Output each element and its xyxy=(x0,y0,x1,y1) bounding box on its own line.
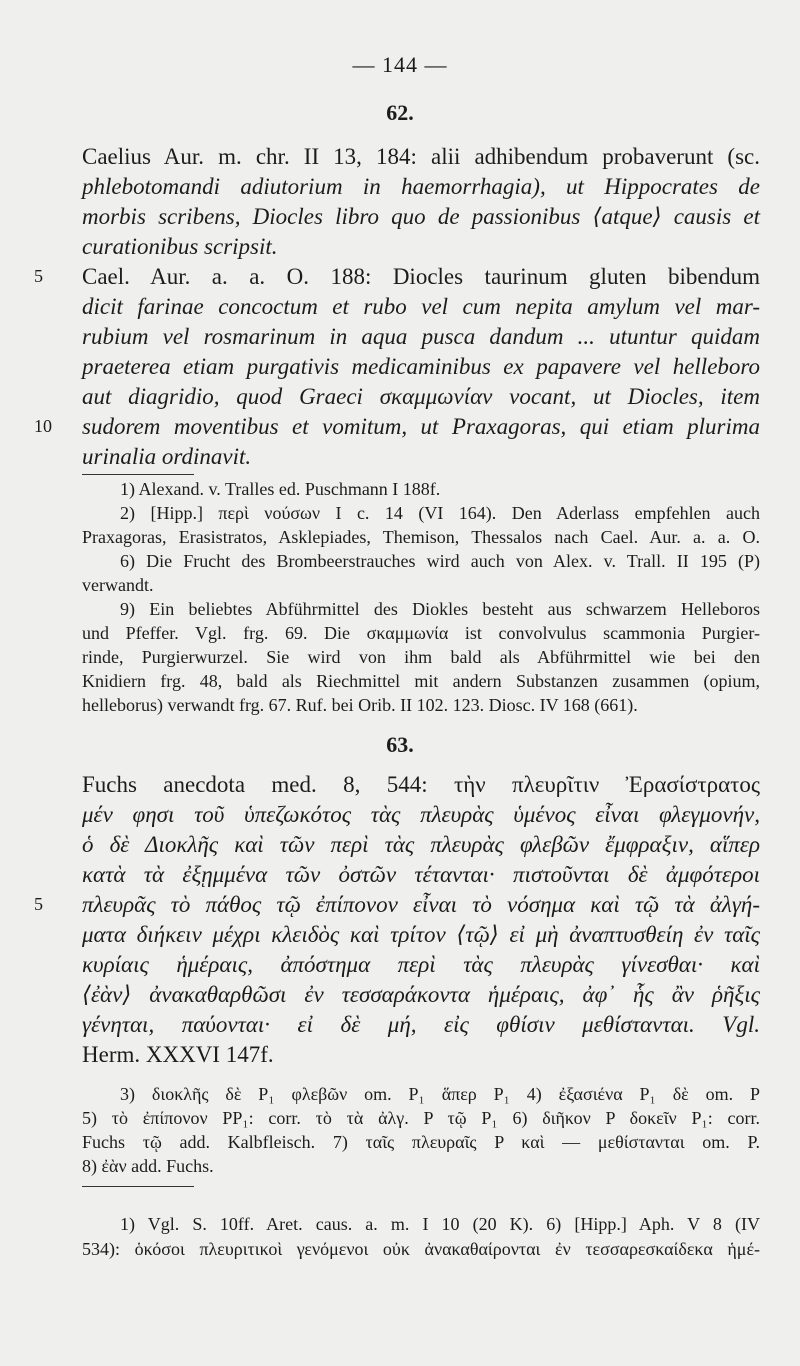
line-number: 10 xyxy=(34,416,52,436)
text-line: κυρίαις ἡμέραις, ἀπόστημα περὶ τὰς πλευρὰς γίνεσθαι· καὶ xyxy=(82,952,760,977)
text-line: praeterea etiam purgativis medicaminibus ex papavere vel helleboro xyxy=(82,354,760,379)
footnote: 9) Ein beliebtes Abführmittel des Diokles besteht aus schwarzem Helleboros xyxy=(120,599,760,619)
text-line: rubium vel rosmarinum in aqua pusca dandum ... utuntur quidam xyxy=(82,324,760,349)
apparatus-line: 5) τὸ ἐπίπονον PP₁: corr. τὸ τὰ ἀλγ. P τῷ P₁ 6) διῆκον P δοκεῖν P₁: corr. xyxy=(82,1108,760,1128)
text-line: curationibus scripsit. xyxy=(82,234,278,259)
footnote-rule xyxy=(82,474,194,475)
text-line: Herm. XXXVI 147f. xyxy=(82,1042,274,1067)
line-number: 5 xyxy=(34,266,43,286)
footnote: rinde, Purgierwurzel. Sie wird von ihm bald als Abführmittel wie bei den xyxy=(82,647,760,667)
footnote: Praxagoras, Erasistratos, Asklepiades, Themison, Thessalos nach Cael. Aur. a. a. O. xyxy=(82,527,760,547)
footnote: und Pfeffer. Vgl. frg. 69. Die σκαμμωνία ist convolvulus scammonia Purgier- xyxy=(82,623,760,643)
text-line: κατὰ τὰ ἐξῃμμένα τῶν ὀστῶν τέτανται· πιστοῦνται δὲ ἀμφότεροι xyxy=(82,862,760,887)
apparatus-line: 3) διοκλῆς δὲ P₁ φλεβῶν om. P₁ ἅπερ P₁ 4) ἐξασιένα P₁ δὲ om. P xyxy=(120,1084,760,1104)
footnote: Knidiern frg. 48, bald als Riechmittel mit andern Substanzen zusammen (opium, xyxy=(82,671,760,691)
section-number-63: 63. xyxy=(386,732,414,757)
text-line: Caelius Aur. m. chr. II 13, 184: alii adhibendum probaverunt (sc. xyxy=(82,144,760,169)
text-line: phlebotomandi adiutorium in haemorrhagia), ut Hippocrates de xyxy=(82,174,760,199)
section-number-62: 62. xyxy=(386,100,414,125)
text-line: aut diagridio, quod Graeci σκαμμωνίαν vocant, ut Diocles, item xyxy=(82,384,760,409)
text-line: urinalia ordinavit. xyxy=(82,444,252,469)
text-line: Fuchs anecdota med. 8, 544: τὴν πλευρῖτιν Ἐρασίστρατος xyxy=(82,772,760,797)
footnote: helleborus) verwandt frg. 67. Ruf. bei Orib. II 102. 123. Diosc. IV 168 (661). xyxy=(82,695,638,715)
line-number: 5 xyxy=(34,894,43,914)
apparatus-line: 8) ἐὰν add. Fuchs. xyxy=(82,1156,214,1176)
footnote: 1) Alexand. v. Tralles ed. Puschmann I 188f. xyxy=(120,479,441,499)
text-line: sudorem moventibus et vomitum, ut Praxagoras, qui etiam plurima xyxy=(82,414,760,439)
footnote: verwandt. xyxy=(82,575,154,595)
text-line: γένηται, παύονται· εἰ δὲ μή, εἰς φθίσιν μεθίστανται. Vgl. xyxy=(82,1012,760,1037)
text-line: ⟨ἐὰν⟩ ἀνακαθαρθῶσι ἐν τεσσαράκοντα ἡμέραις, ἀφ᾿ ἧς ἂν ῥῆξις xyxy=(82,982,760,1007)
footnote: 2) [Hipp.] περὶ νούσων I c. 14 (VI 164). Den Aderlass empfehlen auch xyxy=(120,503,760,523)
footnote: 1) Vgl. S. 10ff. Aret. caus. a. m. I 10 (20 K). 6) [Hipp.] Aph. V 8 (IV xyxy=(120,1214,760,1234)
text-line: dicit farinae concoctum et rubo vel cum nepita amylum vel mar- xyxy=(82,294,760,319)
apparatus-line: Fuchs τῷ add. Kalbfleisch. 7) ταῖς πλευραῖς P καὶ — μεθίστανται om. P. xyxy=(82,1132,760,1152)
footnote-rule xyxy=(82,1186,194,1187)
text-line: ματα διήκειν μέχρι κλειδὸς καὶ τρίτον ⟨τῷ⟩ εἰ μὴ ἀναπτυσθείη ἐν ταῖς xyxy=(82,922,760,947)
footnote: 534): ὁκόσοι πλευριτικοὶ γενόμενοι οὐκ ἀνακαθαίρονται ἐν τεσσαρεσκαίδεκα ἡμέ- xyxy=(82,1239,760,1259)
text-line: Cael. Aur. a. a. O. 188: Diocles taurinum gluten bibendum xyxy=(82,264,760,289)
text-line: μέν φησι τοῦ ὑπεζωκότος τὰς πλευρὰς ὑμένος εἶναι φλεγμονήν, xyxy=(82,802,760,827)
text-line: morbis scribens, Diocles libro quo de passionibus ⟨atque⟩ causis et xyxy=(82,204,760,229)
footnote: 6) Die Frucht des Brombeerstrauches wird auch von Alex. v. Trall. II 195 (P) xyxy=(120,551,760,571)
text-line: πλευρᾶς τὸ πάθος τῷ ἐπίπονον εἶναι τὸ νόσημα καὶ τῷ τὰ ἀλγή- xyxy=(82,892,760,917)
text-line: ὁ δὲ Διοκλῆς καὶ τῶν περὶ τὰς πλευρὰς φλεβῶν ἔμφραξιν, αἵπερ xyxy=(82,832,760,857)
page-header: — 144 — xyxy=(352,52,448,77)
